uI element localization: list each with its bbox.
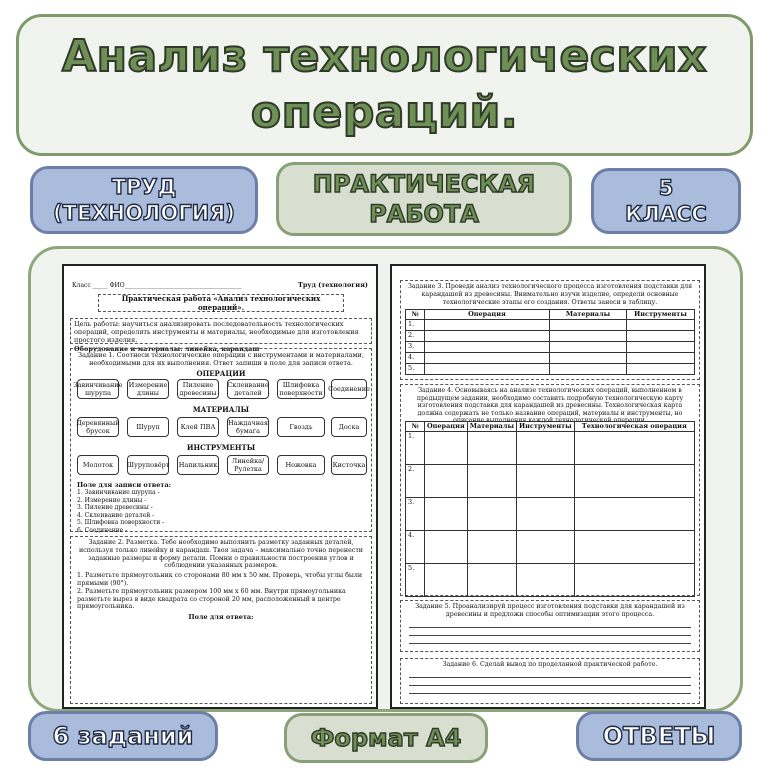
answer-line: 4. Склеивание деталей - <box>77 511 155 519</box>
material-box: Гвоздь <box>277 417 325 437</box>
task4-text: Задание 4. Основываясь на анализе технологических операций, выполненном в предыдущем задании, необходимо составить подробную технологическую карту изготовления подставки для карандашей из древесины. Технологическая карта должна содержать не только название операций, материалы и инструменты, но описание выполнения каждой технологической операции. <box>416 387 684 425</box>
table-row <box>406 342 695 353</box>
task2-item-2: 2. Разметьте прямоугольник размером 100 мм х 60 мм. Внутри прямоугольника разметьте вырез в виде квадрата со стороной 20 мм, расположенный в центре прямоугольника. <box>77 587 346 611</box>
op-box: Измерение длины <box>128 381 168 397</box>
tool-box: Напильник <box>177 455 219 475</box>
answer-line: 6. Соединение - <box>77 526 128 534</box>
answer-line: 1. Завинчивание шурупа - <box>77 489 160 496</box>
answer-list <box>77 489 367 534</box>
task5-block <box>400 600 700 652</box>
work-type-badge <box>276 162 572 236</box>
answer-line: 3. Пиление древесины - <box>77 504 153 511</box>
row-number: 4. <box>406 531 425 564</box>
answer-field-title-2: Поле для ответа: <box>188 613 254 622</box>
tasks-count-text: 6 заданий <box>52 722 194 750</box>
tool-box: Шуруповёрт <box>127 455 169 475</box>
page1-header-right: Труд (технология) <box>298 281 368 289</box>
table-row <box>406 432 695 465</box>
table-header: Инструменты <box>517 422 575 432</box>
row-number: 4. <box>406 353 425 364</box>
op-box: Склеивание деталей <box>227 381 269 397</box>
answer-line <box>409 693 691 694</box>
answer-line: 2. Измерение длины - <box>77 496 147 504</box>
row-number: 1. <box>406 432 425 465</box>
task6-block <box>400 658 700 704</box>
worksheet-page-1 <box>62 264 378 709</box>
op-box: Завинчивание шурупа <box>73 381 123 397</box>
task3-text: Задание 3. Проведи анализ технологического процесса изготовления подставки для карандашей из древесины. Внимательно изучи изделие, определи основные технологические этапы его создания. Ответы занеси в таблицу. <box>407 283 693 306</box>
page1-header-left: Класс _____ ФИО_______________________________________ <box>72 282 242 289</box>
answer-line <box>409 643 691 644</box>
table-row <box>406 498 695 531</box>
goal-block <box>70 318 372 353</box>
material-box: Деревянный брусок <box>76 419 120 435</box>
tool-box: Кисточка <box>331 455 367 475</box>
answers-text: ОТВЕТЫ <box>602 722 716 750</box>
answer-line <box>409 627 691 628</box>
material-box: Шуруп <box>127 417 169 437</box>
format-badge <box>284 713 488 763</box>
work-type-line-2: РАБОТА <box>369 200 479 228</box>
row-number: 1. <box>406 320 425 331</box>
table-header: Операция <box>425 310 550 320</box>
title-line-1: Анализ технологических <box>62 31 707 82</box>
goal-text: Цель работы: научиться анализировать последовательность технологических операций, определять инструменты и материалы, необходимые для изготовления простого изделия. <box>74 320 359 344</box>
subject-line-1: ТРУД <box>111 175 177 199</box>
material-box: Доска <box>331 417 367 437</box>
materials-title: МАТЕРИАЛЫ <box>192 405 250 414</box>
title-line-2: операций. <box>250 87 519 138</box>
task3-block <box>400 280 700 380</box>
table-row <box>406 331 695 342</box>
subject-badge <box>30 166 258 234</box>
table-header: Материалы <box>550 310 627 320</box>
table-header: Операция <box>425 422 468 432</box>
tool-box: Молоток <box>77 455 119 475</box>
tool-box: Ножовка <box>277 455 325 475</box>
row-number: 2. <box>406 465 425 498</box>
answer-line <box>409 677 691 678</box>
material-box: Клей ПВА <box>177 417 219 437</box>
row-number: 3. <box>406 498 425 531</box>
op-box: Соединение <box>331 379 367 399</box>
table-row <box>406 564 695 597</box>
table-row <box>406 320 695 331</box>
table-row <box>406 531 695 564</box>
material-box: Наждачная бумага <box>228 419 269 435</box>
table-header: Инструменты <box>627 310 695 320</box>
table-header-row <box>406 422 695 432</box>
title-banner <box>16 14 753 156</box>
task2-block <box>70 536 372 704</box>
answer-field-title: Поле для записи ответа: <box>77 481 172 489</box>
subject-line-2: (ТЕХНОЛОГИЯ) <box>53 201 235 225</box>
work-type-line-1: ПРАКТИЧЕСКАЯ <box>312 170 536 198</box>
task2-text: Задание 2. Разметка. Тебе необходимо выполнить разметку заданных деталей, используя только линейку и карандаш. Твоя задача – максимально точно перенести заданные размеры и форму детали. Помни о правильности построения углов и соблюдении указанных размеров. <box>78 539 364 570</box>
task2-item-1: 1. Разметьте прямоугольник со сторонами 80 мм х 50 мм. Проверь, чтобы углы были прямыми (90°). <box>77 572 363 587</box>
grade-number: 5 <box>658 176 674 200</box>
task3-table <box>405 309 695 375</box>
table-header: № <box>406 422 425 432</box>
page-title <box>62 29 707 141</box>
answer-line: 5. Шлифовка поверхности - <box>77 519 165 526</box>
table-header: Технологическая операция <box>574 422 694 432</box>
table-row <box>406 353 695 364</box>
table-row <box>406 465 695 498</box>
table-header: № <box>406 310 425 320</box>
grade-badge <box>591 168 741 234</box>
op-box: Пиление древесины <box>177 379 219 399</box>
work-title: Практическая работа «Анализ технологических операций». <box>98 294 344 312</box>
task5-text: Задание 5. Проанализируй процесс изготовления подставки для карандашей из древесины и предложи способы оптимизации этого процесса. <box>415 603 685 618</box>
table-header-row <box>406 310 695 320</box>
format-text: Формат А4 <box>310 724 462 752</box>
equipment-text: Оборудование и материалы: линейка, карандаш <box>74 345 260 353</box>
grade-label: КЛАСС <box>625 202 707 226</box>
answer-line <box>409 685 691 686</box>
tools-title: ИНСТРУМЕНТЫ <box>186 443 256 452</box>
row-number: 3. <box>406 342 425 353</box>
tool-box: Линейка/ Рулетка <box>227 455 269 475</box>
worksheet-page-2 <box>390 264 706 709</box>
task6-text: Задание 6. Сделай вывод по проделанной практической работе. <box>442 661 658 668</box>
op-box: Шлифовка поверхности <box>277 379 325 399</box>
task4-table <box>405 421 695 597</box>
task4-block <box>400 384 700 596</box>
answers-badge <box>576 711 742 761</box>
task1-text: Задание 1. Соотнеси технологические операции с инструментами и материалами, необходимыми для их выполнения. Ответ запиши в поле для записи ответа. <box>78 351 364 367</box>
ops-title: ОПЕРАЦИИ <box>196 369 246 378</box>
row-number: 5. <box>406 564 425 597</box>
task1-block <box>70 348 372 532</box>
row-number: 2. <box>406 331 425 342</box>
table-row <box>406 364 695 375</box>
answer-line <box>409 635 691 636</box>
tasks-count-badge <box>28 711 218 761</box>
table-header: Материалы <box>467 422 516 432</box>
row-number: 5. <box>406 364 425 375</box>
